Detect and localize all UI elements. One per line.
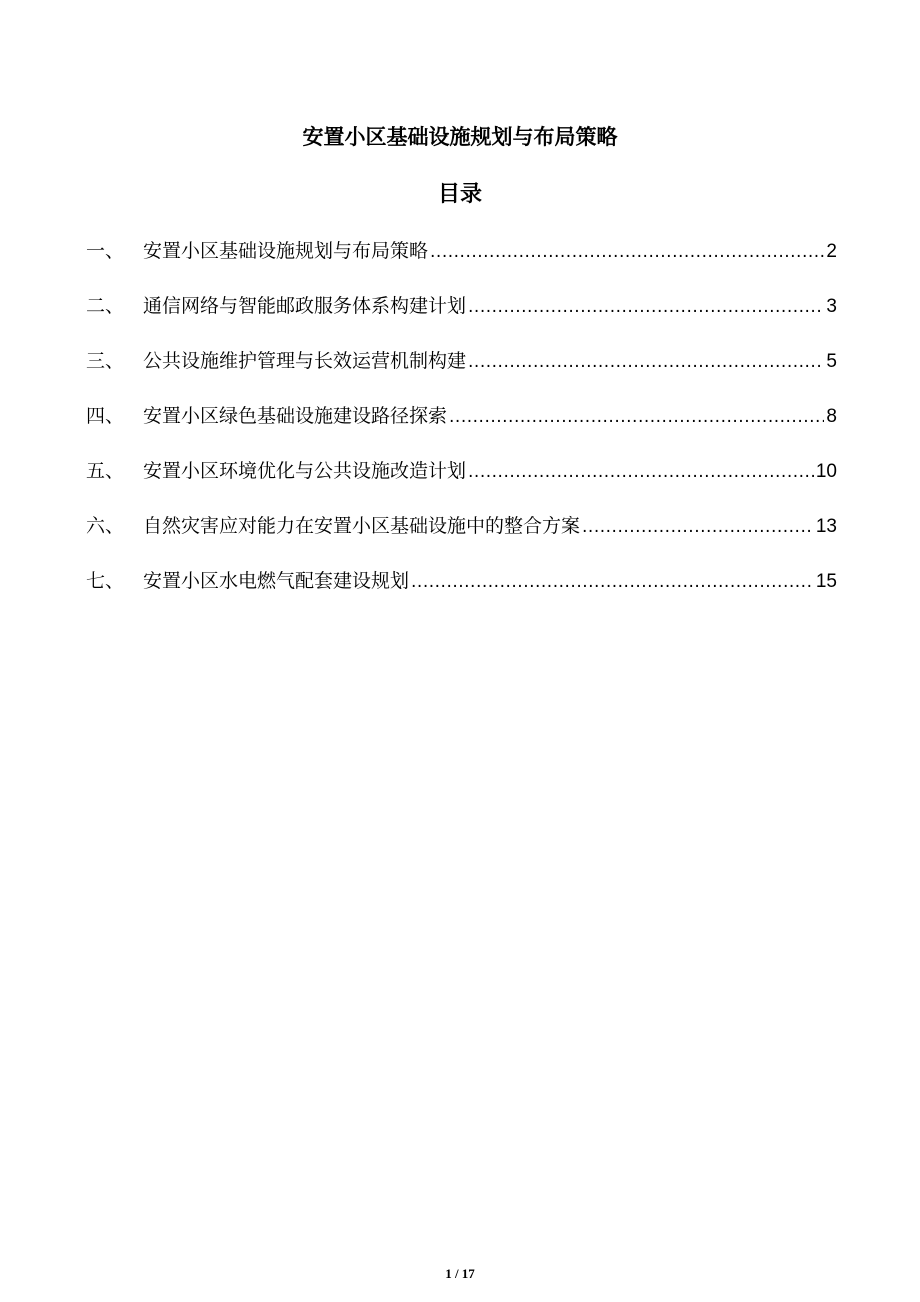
toc-entry-title[interactable]: 通信网络与智能邮政服务体系构建计划 bbox=[143, 295, 467, 317]
toc-entry[interactable] bbox=[86, 234, 837, 289]
table-of-contents bbox=[86, 234, 837, 619]
toc-entry[interactable] bbox=[86, 454, 837, 509]
document-title: 安置小区基础设施规划与布局策略 bbox=[302, 125, 618, 149]
toc-entry-title[interactable]: 安置小区基础设施规划与布局策略 bbox=[143, 240, 429, 262]
toc-entry-number: 二、 bbox=[86, 295, 125, 317]
toc-entry-page[interactable]: 3 bbox=[826, 296, 837, 317]
toc-dot-leader bbox=[468, 345, 824, 379]
toc-entry-page[interactable]: 2 bbox=[826, 241, 837, 262]
toc-entry-title[interactable]: 安置小区环境优化与公共设施改造计划 bbox=[143, 460, 467, 482]
toc-entry[interactable] bbox=[86, 289, 837, 344]
toc-entry-title[interactable]: 自然灾害应对能力在安置小区基础设施中的整合方案 bbox=[143, 515, 581, 537]
toc-entry-page[interactable]: 8 bbox=[826, 406, 837, 427]
toc-entry-number: 一、 bbox=[86, 240, 125, 262]
toc-entry-number: 四、 bbox=[86, 405, 125, 427]
toc-entry-page[interactable]: 13 bbox=[815, 516, 837, 537]
toc-dot-leader bbox=[411, 565, 814, 599]
toc-entry-title[interactable]: 安置小区水电燃气配套建设规划 bbox=[143, 570, 410, 592]
toc-entry[interactable] bbox=[86, 509, 837, 564]
toc-dot-leader bbox=[468, 290, 824, 324]
toc-dot-leader bbox=[449, 400, 824, 434]
page-number-footer: 1 / 17 bbox=[445, 1266, 475, 1281]
toc-entry-number: 五、 bbox=[86, 460, 125, 482]
toc-entry-page[interactable]: 10 bbox=[815, 461, 837, 482]
toc-dot-leader bbox=[468, 455, 814, 489]
toc-entry[interactable] bbox=[86, 399, 837, 454]
toc-entry-number: 六、 bbox=[86, 515, 125, 537]
toc-entry-number: 三、 bbox=[86, 350, 125, 372]
toc-entry-title[interactable]: 公共设施维护管理与长效运营机制构建 bbox=[143, 350, 467, 372]
toc-entry-page[interactable]: 5 bbox=[826, 351, 837, 372]
toc-entry-page[interactable]: 15 bbox=[815, 571, 837, 592]
toc-entry[interactable] bbox=[86, 344, 837, 399]
toc-heading: 目录 bbox=[437, 182, 482, 207]
toc-dot-leader bbox=[582, 510, 814, 544]
toc-dot-leader bbox=[430, 235, 824, 269]
toc-entry[interactable] bbox=[86, 564, 837, 619]
toc-entry-title[interactable]: 安置小区绿色基础设施建设路径探索 bbox=[143, 405, 448, 427]
toc-entry-number: 七、 bbox=[86, 570, 125, 592]
